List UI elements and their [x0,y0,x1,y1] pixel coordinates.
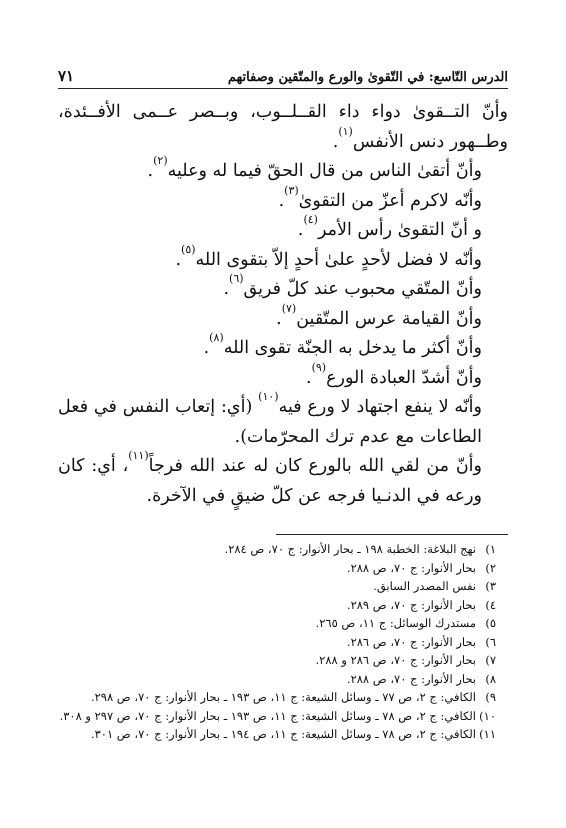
paragraph-text: وأنّه لا فضل لأحدٍ علىٰ أحدٍ إلاّ بتقوى الله [195,249,482,270]
footnote [58,614,496,633]
paragraph [58,183,508,217]
paragraph [58,390,508,452]
footnote [58,596,496,615]
footnote [58,577,496,596]
paragraph-tail: . [175,249,182,270]
footnote-text: بحار الأنوار: ج ٧٠، ص ٢٨٦ و ٢٨٨. [315,653,476,667]
paragraph [58,98,508,157]
footnote [58,559,496,578]
footnote-text: الكافي: ج ٢، ص ٧٨ ـ وسائل الشيعة: ج ١١، ص ١٩٤ ـ بحار الأنوار: ج ٧٠، ص ٣٠١. [90,727,476,741]
paragraph-text: وأنّه لاكرم أعزّ من التقوىٰ [298,190,482,211]
main-text [58,98,508,511]
paragraph-text: وأنّ التــقوىٰ دواء داء القــلــوب، وبــصر عــمى الأفــئدة، وطــهور دنس الأنفس [58,102,508,152]
paragraph-text: وأنّه لا ينفع اجتهاد لا ورع فيه [278,397,482,417]
page-number: ٧١ [58,67,75,85]
footnote-text: نهج البلاغة: الخطبة ١٩٨ ـ بحار الأنوار: ج ٧٠، ص ٢٨٤. [224,542,476,556]
footnote-ref[interactable]: (٨) [209,331,224,344]
paragraph [58,213,508,246]
footnote-number: ٧) [485,653,496,667]
footnote [58,540,496,559]
footnote-text: مستدرك الوسائل: ج ١١، ص ٢٦٥. [315,616,476,630]
footnote-text: الكافي: ج ٢، ص ٧٨ ـ وسائل الشيعة: ج ١١، ص ١٩٣ ـ بحار الأنوار: ج ٧٠، ص ٢٩٧ و ٣٠٨. [59,708,476,723]
paragraph-tail: ، أي: كان ورعه في الدنـيا فرجه عن كلّ ضيقٍ في الآخرة. [58,456,482,506]
footnote [58,725,496,744]
footnote-ref[interactable]: (١) [338,124,353,138]
paragraph [58,331,508,364]
footnotes [58,540,496,744]
paragraph-text: وأنّ أكثر ما يدخل به الجنّة تقوى الله [223,338,482,358]
running-title: الدرس التّاسع: في التّقوىٰ والورع والمتّقين وصفاتهم [227,70,508,85]
paragraph-tail: . [223,279,230,299]
footnote-number: ٢) [485,560,496,575]
footnote-ref[interactable]: (٧) [281,301,297,315]
footnote-number: ٥) [485,616,496,630]
footnote [58,633,496,652]
footnote-ref[interactable]: (٥) [181,242,196,256]
paragraph-tail: (أي: إتعاب النفس في فعل الطاعات مع عدم ترك المحرّمات). [58,397,482,447]
paragraph [58,154,508,187]
footnote-text: الكافي: ج ٢، ص ٧٧ ـ وسائل الشيعة: ج ١١، ص ١٩٣ ـ بحار الأنوار: ج ٧٠، ص ٢٩٨. [90,690,476,704]
paragraph [58,301,508,335]
footnote-text: بحار الأنوار: ج ٧٠، ص ٢٨٩. [346,597,476,612]
footnote-ref[interactable]: (١١) [128,449,149,462]
footnote [58,670,496,689]
footnote-text: بحار الأنوار: ج ٧٠، ص ٢٨٨. [346,671,476,686]
paragraph [58,272,508,305]
footnote-ref[interactable]: (٤) [303,213,318,226]
paragraph-tail: . [306,367,312,388]
paragraph-text: و أنّ التقوىٰ رأس الأمر [317,220,482,240]
footnote-text: بحار الأنوار: ج ٧٠، ص ٢٨٦. [346,634,476,649]
footnote-number: ١١) [479,727,496,741]
paragraph-tail: . [147,161,154,181]
footnote-number: ١) [485,542,496,556]
footnote [58,707,496,726]
paragraph-text: وأنّ المتّقي محبوب عند كلّ فريق [243,279,482,299]
footnote-ref[interactable]: (٢) [153,154,168,167]
footnote [58,651,496,670]
footnote-number: ١٠) [479,708,496,723]
footnote-number: ٣) [485,579,496,593]
paragraph-tail: . [297,220,304,240]
footnote-number: ٨) [485,671,496,686]
paragraph [58,242,508,276]
footnote-text: نفس المصدر السابق. [373,579,476,593]
footnote-number: ٤) [485,597,496,612]
footnote-divider [276,534,508,535]
footnote-number: ٩) [485,690,496,704]
paragraph-tail: . [278,190,285,211]
footnote-ref[interactable]: (٣) [284,183,299,197]
paragraph-tail: . [203,338,210,358]
page-header [58,60,508,89]
footnote-ref[interactable]: (٦) [229,272,244,285]
footnote-number: ٦) [485,634,496,649]
footnote-ref[interactable]: (٩) [311,360,327,374]
paragraph-tail: . [332,131,339,152]
paragraph-text: وأنّ أتقىٰ الناس من قال الحقّ فيما له وعليه [167,161,482,181]
footnote [58,688,496,707]
paragraph-text: وأنّ من لقي الله بالورع كان له عند الله فرجاً [148,456,482,476]
paragraph-tail: . [276,308,282,329]
footnote-ref[interactable]: (١٠) [258,390,279,403]
paragraph-text: وأنّ القيامة عرس المتّقين [296,308,482,329]
paragraph [58,360,508,394]
paragraph [58,449,508,511]
paragraph-text: وأنّ أشدّ العبادة الورع [326,367,482,388]
footnote-text: بحار الأنوار: ج ٧٠، ص ٢٨٨. [346,560,476,575]
